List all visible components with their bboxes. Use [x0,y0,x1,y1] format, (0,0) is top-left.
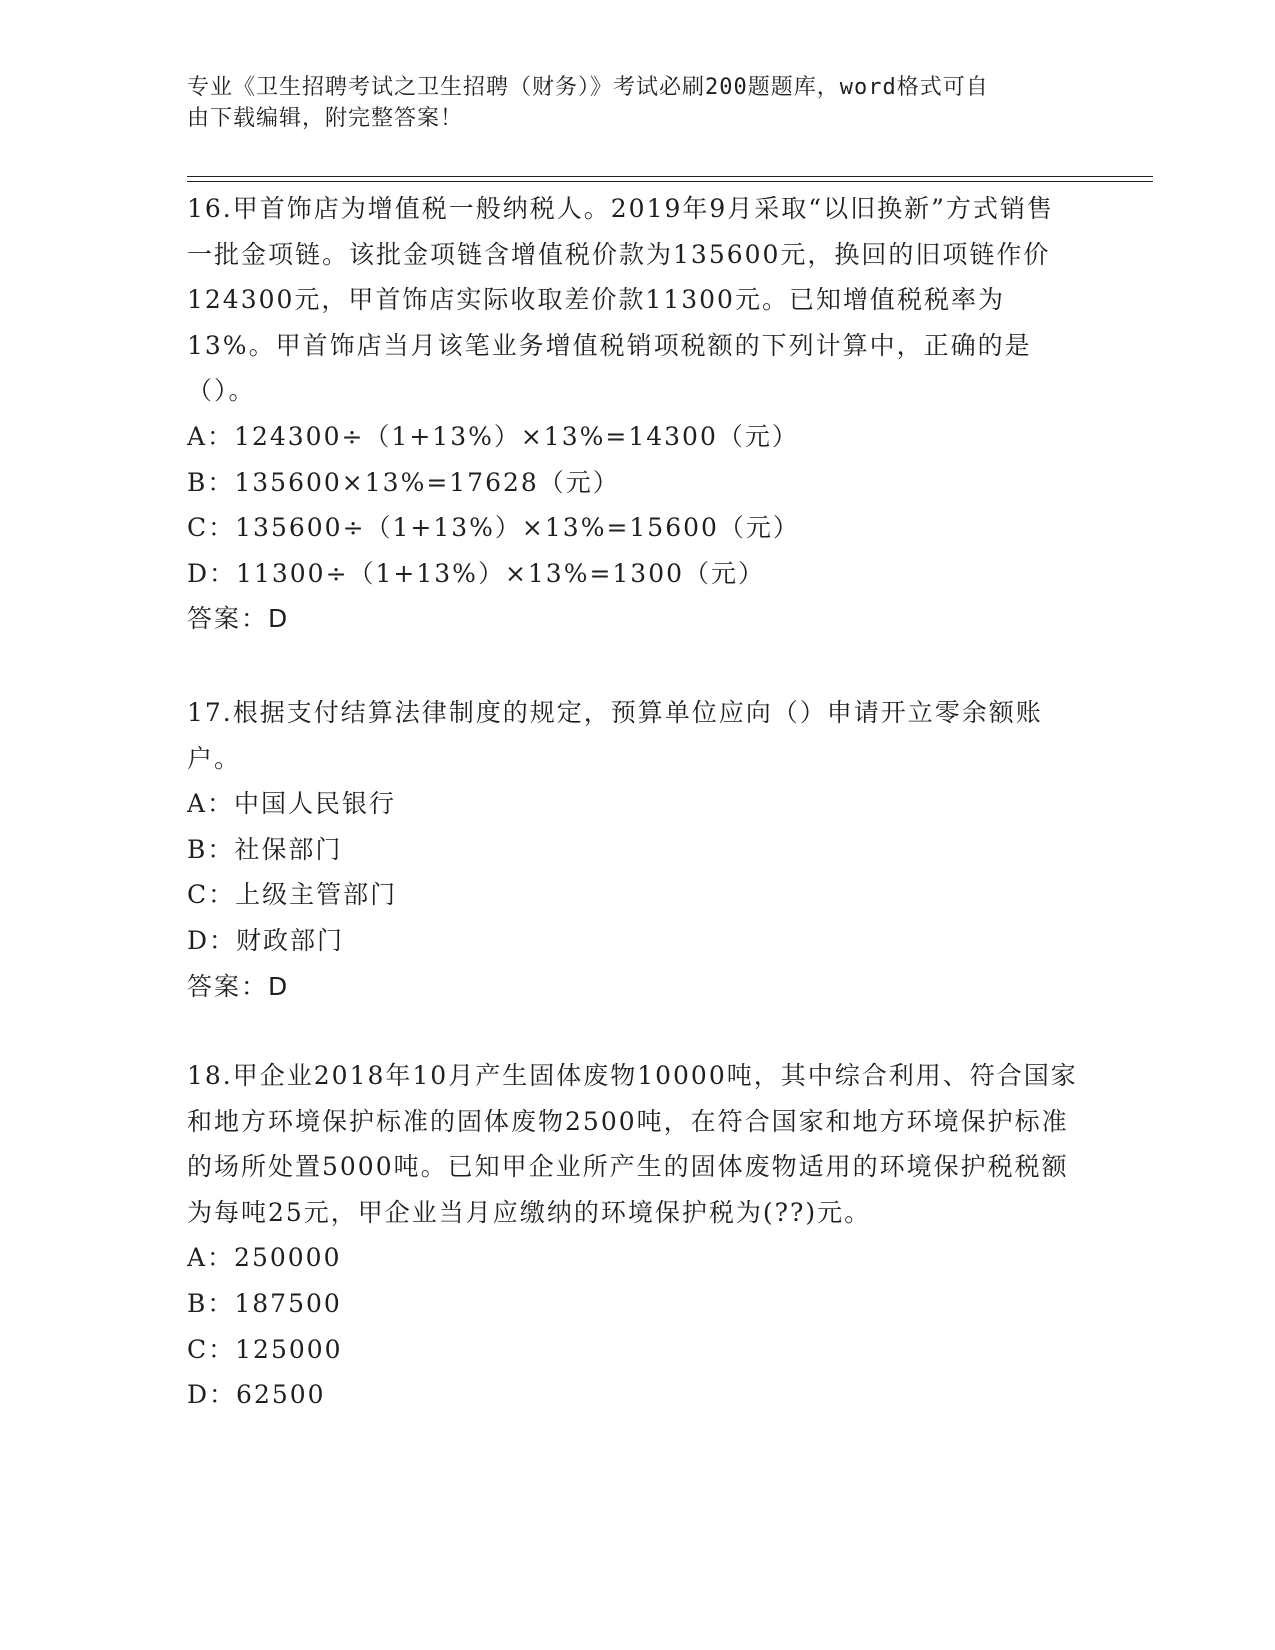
header-line-2: 由下载编辑，附完整答案！ [187,106,464,131]
option-c: C：135600÷（1+13%）×13%=15600（元） [187,513,800,543]
option-b: B：135600×13%=17628（元） [187,467,620,497]
option-d: D：财政部门 [187,925,345,955]
option-d: D：11300÷（1+13%）×13%=1300（元） [187,558,766,588]
question-stem: 18.甲企业2018年10月产生固体废物10000吨，其中综合利用、符合国家和地方环境保护标准的固体废物2500吨，在符合国家和地方环境保护标准的场所处置5000吨。已知甲企业所产生的固体废物适用的环境保护税税额为每吨25元，甲企业当月应缴纳的环境保护税为(??)元。 [187,1061,1078,1227]
option-b: B：187500 [187,1288,342,1318]
question-16 [187,186,1079,642]
header-divider-top [187,176,1153,177]
answer: 答案：D [187,604,290,634]
question-stem: 17.根据支付结算法律制度的规定，预算单位应向（）申请开立零余额账户。 [187,698,1043,773]
option-a: A：250000 [187,1243,342,1273]
option-b: B：社保部门 [187,834,343,864]
answer: 答案：D [187,971,290,1001]
option-c: C：125000 [187,1334,343,1364]
document-header [187,72,1067,134]
header-divider-bottom [187,181,1153,182]
option-c: C：上级主管部门 [187,880,398,910]
question-17 [187,690,1079,1009]
question-stem: 16.甲首饰店为增值税一般纳税人。2019年9月采取“以旧换新”方式销售一批金项链。该批金项链含增值税价款为135600元，换回的旧项链作价124300元，甲首饰店实际收取差价款11300元。已知增值税税率为13%。甲首饰店当月该笔业务增值税销项税额的下列计算中，正确的是（）。 [187,194,1054,406]
option-a: A：中国人民银行 [187,789,397,819]
header-line-1: 专业《卫生招聘考试之卫生招聘（财务）》考试必刷200题题库，word格式可自 [187,75,989,100]
option-d: D：62500 [187,1380,326,1410]
question-18 [187,1053,1079,1418]
option-a: A：124300÷（1+13%）×13%=14300（元） [187,421,799,451]
